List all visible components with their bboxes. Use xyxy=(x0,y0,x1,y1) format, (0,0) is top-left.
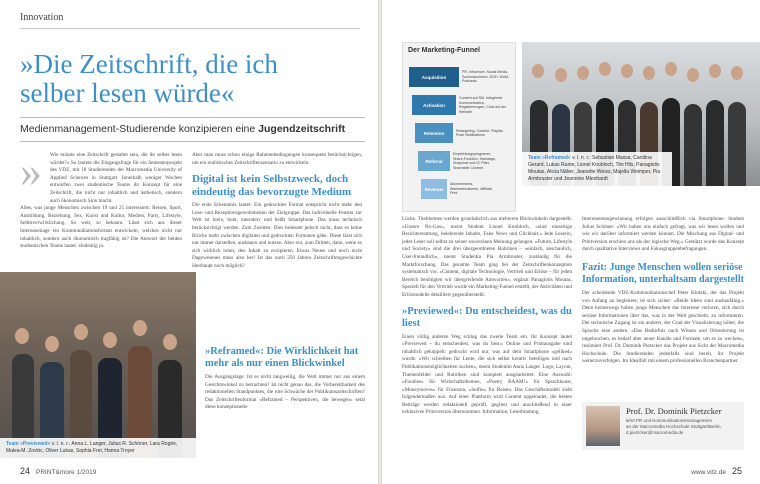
right-column-1 xyxy=(402,216,572,417)
funnel-stage-text: Abonnements, Werbeeinnahmen, Affiliate, Print xyxy=(450,182,493,196)
photo-person-head xyxy=(532,64,544,78)
left-page xyxy=(0,0,378,484)
caption-names: v. l. n. r.: Sebastian Massa, Carolina Gerard, Lukas Runte, Lionel Knobloch, Tim Hils, Panagiotis Moutas, Alicia Näher, Jeanette Weiss, Majella Weimper, Pia Armbruster und Jeannine Mienhardt xyxy=(528,155,661,182)
right-page xyxy=(382,0,760,484)
funnel-stage-activation xyxy=(412,95,509,115)
photo-person-head xyxy=(577,66,589,80)
left-column-2-lower xyxy=(205,340,365,412)
right-footer xyxy=(691,466,742,476)
article-headline xyxy=(20,50,365,108)
subhead-text: Medienmanagement-Studierende konzipieren eine xyxy=(20,123,259,135)
body-paragraph: Die erste Erkenntnis lautet: Ein gedrucktes Format entspricht nicht mehr den Lese- und Rezeptionsgewohnheiten der Zielgruppe. Das individuelle Fenster zur Welt ist klein, bunt, interaktiv und heißt Smartphone. Das muss technisch berücksichtigt werden. Zum Zweiten: Dies bedeutet jedoch nicht, dass es keine Brücke mehr zwischen digitalen und gedruckten Formaten gäbe. Diese lässt sich nur immer darstellen, ausbauen und nutzen. Aber nur, zum Dritten, dann, wenn es sich wirklich lohnt, den Inhalt zu exzipieren. Etwas Neues und noch nicht Dagewesenes muss also her! Ist das nach 250 Jahren Zeitschriftengeschichte überhaupt noch möglich? xyxy=(192,202,362,269)
body-paragraph: Einen völlig anderen Weg schlug das zweite Team ein. Ihr Konzept lautet »Previewed – du entscheidest, was du liest«. Online und Printausgabe sind inhaltlich gekoppelt: gedruckt wird nur, was auf dem Smartphone »geliked« wurde. »Wir schreiben für Leute, die sich selbst kreativ beteiligen und nach Publikationsmöglichkeiten suchen«, meint Studentin Anna Langer. Logo, Layout, Themenfelder und Rubriken sind komplett ausgearbeitet. Eine Auswahl: »Foodies« für Wirtschaftsthemen, »Poetry BAAM!« für Sprachkunst, »Moneymoves« für Finanzen, »Selfie« für Reisen. Das Geschäftsmodell sieht folgendermaßen aus: Auf einer Plattform wird Content upgeloadet, die besten Beiträge werden redaktionell geprüft, gegliert und anschließend in einer exklusiven Printversion übernommen. Information, Leserbindung, xyxy=(402,333,572,416)
author-role: lehrt PR und Kommunikationsmanagement xyxy=(626,418,712,423)
left-column-2 xyxy=(192,152,362,271)
funnel-stage-bar: Acquisition xyxy=(409,67,459,87)
photo-person-head xyxy=(621,64,633,78)
photo-person-head xyxy=(45,336,59,352)
subhead-emphasis: Jugendzeitschrift xyxy=(258,123,346,135)
team-reframed-photo xyxy=(522,42,760,186)
subhead-divider-top xyxy=(20,117,365,118)
body-paragraph: Die Ausgangslage: Ist es nicht langweilig, die Welt immer nur aus einem Gesichtswinkel zu betrachten? Ist nicht genau das, die Vorbereitbarkeit des redaktionellen Standpunktes, die rote Schwäche der Publikumszeitschriften? Das Zeitschriftenformat »Reframed – Perspektiven, die bewegen« setzt diese konzeptionelle xyxy=(205,374,365,411)
photo-person-head xyxy=(731,66,743,80)
quote-chevron-icon: » xyxy=(20,147,42,196)
subhead-divider-bottom xyxy=(20,141,365,142)
photo-person-head xyxy=(103,332,117,348)
funnel-stage-text: PR, Influencer, Social Media, Suchmaschinen, DOH, WoM, Podcasts xyxy=(462,70,509,84)
left-footer xyxy=(20,466,96,476)
author-info xyxy=(626,418,741,437)
photo-person xyxy=(706,100,724,186)
funnel-stage-bar: Revenue xyxy=(421,179,447,199)
funnel-stage-bar: Activation xyxy=(412,95,456,115)
photo-person-head xyxy=(599,62,611,76)
intro-paragraph: Wie müsste eine Zeitschrift gestaltet sein, die ihr selber lesen würdet?« So lautete die Eingangsfrage für ein Semesterprojekt des VDZ, mit 18 Studierenden der Macromedia University of Applied Sciences in Stuttgart. Innerhalb weniger Wochen entwarfen zwei studentische Teams ihr Konzept für eine Zeitschrift, die nicht nur inhaltlich und ästhetisch, sondern auch ökonomisch Sinn macht. xyxy=(50,152,182,204)
page-number: 24 xyxy=(20,466,31,476)
headline-line-1: »Die Zeitschrift, die ich xyxy=(20,49,278,79)
body-paragraph: Aber man muss schon einige Rahmenbedingungen konsequent berücksichtigen, um ein realistisches Zeitschriftenszenario zu entwickeln. xyxy=(192,152,362,166)
funnel-stage-text: Empfehlungsprogramm, Share-Funktion, Hashtags, Snapchat und IG Filter, Shareable Content xyxy=(453,152,496,170)
funnel-stage-revenue xyxy=(421,179,500,199)
funnel-stage-retention xyxy=(415,123,506,143)
body-paragraph: Alles, was junge Menschen zwischen 19 und 25 interessiert: Reisen, Sport, Ausbildung, Beziehung, Sex, Kunst und Kultur, Medien, Party, Lifestyle, Selbstverwirklichung. So weit, so bekannt. Lässt sich aus dieser Interessenlage ein Kommunikationsformat entwickeln, welches nicht nur inhaltlich, sondern auch ökonomisch tragfähig ist? Die Antwort der beiden studentischen Teams lautet: eindeutig ja. xyxy=(20,205,182,250)
section-label: Innovation xyxy=(20,12,64,23)
section-heading-previewed: »Previewed«: Du entscheidest, was du liest xyxy=(402,305,572,329)
photo-caption xyxy=(0,438,196,458)
section-heading-reframed: »Reframed«: Die Wirklichkeit hat mehr als nur einen Blickwinkel xyxy=(205,346,359,369)
photo-person xyxy=(728,102,746,186)
caption-team: Team »Previewed« xyxy=(6,441,51,447)
photo-caption xyxy=(522,152,672,186)
page-number: 25 xyxy=(731,466,742,476)
photo-person-head xyxy=(555,68,567,82)
body-paragraph: Der scheidende VDZ-Kommunikationschef Peter Klotzki, der das Projekt von Anfang an begleitete, ist sich sicher: »Beide Ideen sind ausbaufähig.« Denn keineswegs haben junge Menschen das Interesse verloren, sich durch seriöse Informationen über das, was in der Welt geschieht, zu informieren. Der technische Zugang ist ein anderer, der Grad der Visualisierung höher, die Sprache eine andere. »Das Bedürfnis nach Wissen und Orientierung ist ungebrochen, es bedarf aber neuer Kanäle und Formate, um es zu wecken«, resümiert Prof. Dr. Dominik Pietzcker das Projekt aus Sicht der Macromedia Hochschule. Die Studierenden jedenfalls sind bereit, ihr Projekt weiterzuverfolgen. Im Idealfall mit einem professionellen Branchenpartner. xyxy=(582,289,744,365)
marketing-funnel-graphic xyxy=(402,42,516,212)
funnel-stage-bar: Referral xyxy=(418,151,450,171)
funnel-title: Der Marketing-Funnel xyxy=(408,47,480,54)
photo-person-head xyxy=(665,62,677,76)
funnel-stage-acquisition xyxy=(409,67,512,87)
photo-person-head xyxy=(15,328,29,344)
footer-url[interactable]: www.vdz.de xyxy=(691,469,726,476)
author-profile-box xyxy=(582,402,744,450)
author-institution: an der Macromedia Hochschule Stuttgart/Berlin, xyxy=(626,424,722,430)
photo-person-head xyxy=(74,324,88,340)
section-heading-fazit: Fazit: Junge Menschen wollen seriöse Information, unterhaltsam dargestellt xyxy=(582,261,744,285)
author-name: Prof. Dr. Dominik Pietzcker xyxy=(626,406,722,416)
photo-person xyxy=(684,104,702,186)
right-column-2 xyxy=(582,216,744,366)
team-previewed-photo xyxy=(0,272,196,458)
body-paragraph: Lücke. Titelthemen werden grundsätzlich aus mehreren Blickwinkeln dargestellt. »Unsere No-Gos«, meint Student Lionel Knobloch, »sind einseitige Berichterstattung, belehrende Inhalte, Fake News und Clickbait.« Jede Leserin, jeder Leser soll selbst zu seiner souveränen Meinung gelangen. »Future, Lifestyle und Society« sind die drei übergeordneten Rubriken – »einfach, anschaulich, User-freundlich«, meint Studentin Pia Armbruster, zuständig für die Marktforschung. Das gesamte Team ging bei der Zeitschriftenkonzeption systematisch vor. »Content, digitale Technologie, Vertrieb und Erlöse – für jeden Bereich benötigten wir übergreifende Antworten«, ergänzt Panagiotis Moutas. Speziell für den Vertrieb wurde ein Marketing-Funnel erstellt, der Aktivitäten und Erlösmodelle detailliert gegenüberstellt. xyxy=(402,216,572,298)
caption-names: v. l. n. r.: Anna L. Langer, Julius R. Schöner, Lara Rogée, Malea-M. Zovkic, Oliver Lukas, Sophia Frei, Hanna Troyer xyxy=(6,441,178,454)
section-divider xyxy=(20,28,360,29)
photo-person-head xyxy=(163,334,177,350)
section-heading-digital: Digital ist kein Selbstzweck, doch eindeutig das bevorzugte Medium xyxy=(192,173,352,198)
photo-person-head xyxy=(709,64,721,78)
left-column-1 xyxy=(20,147,182,251)
photo-person-head xyxy=(133,320,147,336)
funnel-stage-text: Retargeting, Content, Playlist, Push Notifications xyxy=(456,128,504,137)
publication-name: PRINT&more 1/2019 xyxy=(36,469,97,476)
photo-person-head xyxy=(643,66,655,80)
author-email[interactable]: d.pietzcker@macromedia.de xyxy=(626,430,684,436)
funnel-stage-text: Content auf SM, Integrierte Kommunikation, Registrierungen, Chat auf der Website xyxy=(459,96,507,114)
caption-team: Team »Reframed« xyxy=(528,155,571,161)
funnel-stage-bar: Retention xyxy=(415,123,453,143)
article-subhead xyxy=(20,123,365,135)
headline-line-2: selber lesen würde« xyxy=(20,78,235,108)
photo-person-head xyxy=(687,68,699,82)
funnel-stage-referral xyxy=(418,151,503,171)
author-avatar xyxy=(586,406,620,446)
body-paragraph: Interessentengewinnung erfolgen ausschließlich via Smartphone. Student Julius Schöner: »Wir haben uns einfach gefragt, was wir lesen wollen und wie wir darüber informiert werden können. Die Mischung aus Digital- und Printversion erschien uns als der logische Weg.« Gestützt wurde das Konzept durch qualitative Interviews und Fokusgruppenbefragungen. xyxy=(582,216,744,253)
